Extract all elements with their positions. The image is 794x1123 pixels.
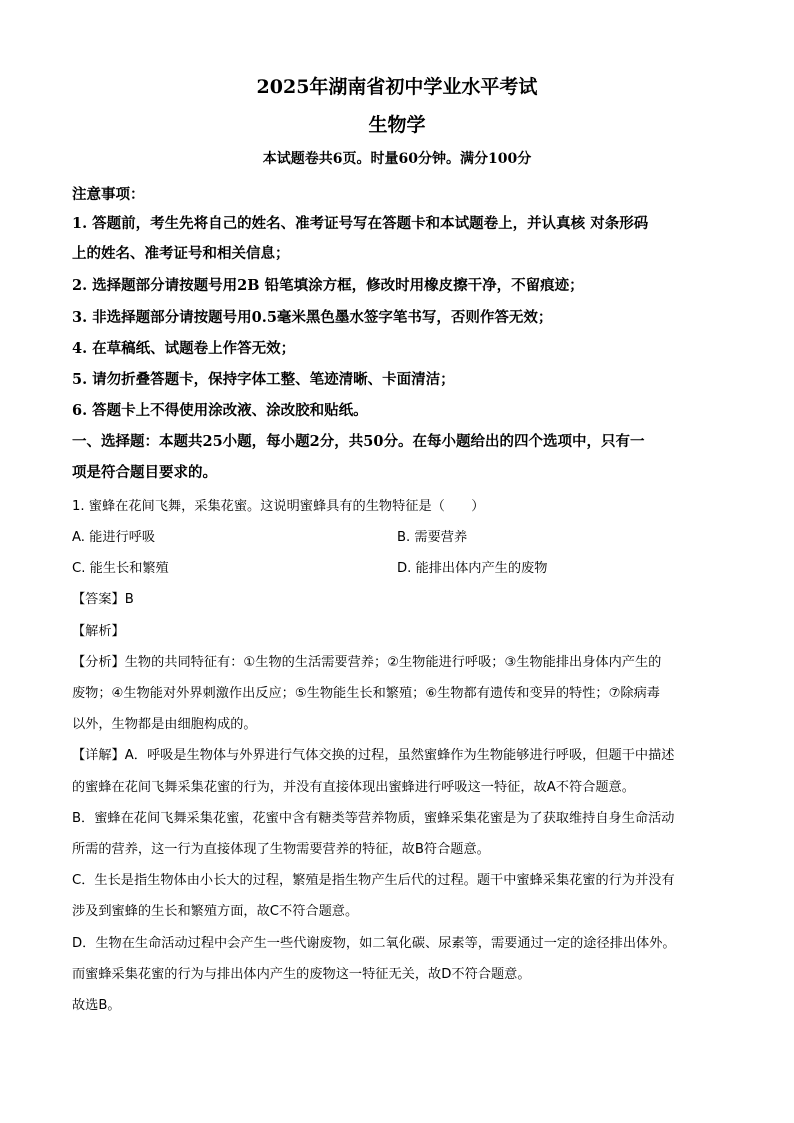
notice-line: 上的姓名、准考证号和相关信息； bbox=[72, 245, 290, 262]
notice-line: 3. 非选择题部分请按题号用0.5毫米黑色墨水签字笔书写，否则作答无效； bbox=[72, 309, 553, 326]
explanation-line: 的蜜蜂在花间飞舞采集花蜜的行为，并没有直接体现出蜜蜂进行呼吸这一特征，故A不符合题意。 bbox=[72, 780, 635, 795]
explanation-line: 以外，生物都是由细胞构成的。 bbox=[72, 717, 257, 732]
option-a: A. 能进行呼吸 bbox=[72, 530, 156, 545]
option-d: D. 能排出体内产生的废物 bbox=[397, 561, 548, 576]
exam-info: 本试题卷共6页。时量60分钟。满分100分 bbox=[262, 151, 532, 167]
explanation-line: 废物；④生物能对外界刺激作出反应；⑤生物能生长和繁殖；⑥生物都有遗传和变异的特性；⑦除病毒 bbox=[72, 686, 660, 701]
section-heading: 一、选择题：本题共25小题，每小题2分，共50分。在每小题给出的四个选项中，只有一 bbox=[72, 433, 645, 450]
explanation-line: D．生物在生命活动过程中会产生一些代谢废物，如二氧化碳、尿素等，需要通过一定的途径排出体外。 bbox=[72, 936, 676, 951]
answer-label: 【答案】B bbox=[72, 592, 134, 607]
option-c: C. 能生长和繁殖 bbox=[72, 561, 169, 576]
explanation-line: 【分析】生物的共同特征有：①生物的生活需要营养；②生物能进行呼吸；③生物能排出身体内产生的 bbox=[72, 655, 662, 670]
subject-title: 生物学 bbox=[368, 114, 426, 136]
section-heading: 项是符合题目要求的。 bbox=[72, 464, 217, 481]
explanation-line: B．蜜蜂在花间飞舞采集花蜜，花蜜中含有糖类等营养物质，蜜蜂采集花蜜是为了获取维持自身生命活动 bbox=[72, 811, 675, 826]
notice-line: 6. 答题卡上不得使用涂改液、涂改胶和贴纸。 bbox=[72, 402, 368, 419]
notice-heading: 注意事项： bbox=[72, 186, 145, 203]
explanation-line: 涉及到蜜蜂的生长和繁殖方面，故C不符合题意。 bbox=[72, 904, 359, 919]
explanation-line: 而蜜蜂采集花蜜的行为与排出体内产生的废物这一特征无关，故D不符合题意。 bbox=[72, 967, 531, 982]
question-stem: 1. 蜜蜂在花间飞舞，采集花蜜。这说明蜜蜂具有的生物特征是（ ） bbox=[72, 499, 485, 514]
conclusion-line: 故选B。 bbox=[72, 998, 121, 1013]
exam-title: 2025年湖南省初中学业水平考试 bbox=[256, 76, 538, 98]
explanation-line: C．生长是指生物体由小长大的过程，繁殖是指生物产生后代的过程。题干中蜜蜂采集花蜜的行为并没有 bbox=[72, 873, 675, 888]
explanation-line: 【详解】A．呼吸是生物体与外界进行气体交换的过程，虽然蜜蜂作为生物能够进行呼吸，但题干中描述 bbox=[72, 748, 675, 763]
notice-line: 4. 在草稿纸、试题卷上作答无效； bbox=[72, 340, 296, 357]
explanation-line: 所需的营养，这一行为直接体现了生物需要营养的特征，故B符合题意。 bbox=[72, 842, 490, 857]
option-b: B. 需要营养 bbox=[397, 530, 468, 545]
notice-line: 2. 选择题部分请按题号用2B 铅笔填涂方框，修改时用橡皮擦干净，不留痕迹； bbox=[72, 277, 584, 294]
notice-line: 5. 请勿折叠答题卡，保持字体工整、笔迹清晰、卡面清洁； bbox=[72, 371, 455, 388]
analysis-label: 【解析】 bbox=[72, 624, 125, 639]
notice-line: 1. 答题前，考生先将自己的姓名、准考证号写在答题卡和本试题卷上，并认真核 对条形码 bbox=[72, 215, 649, 232]
